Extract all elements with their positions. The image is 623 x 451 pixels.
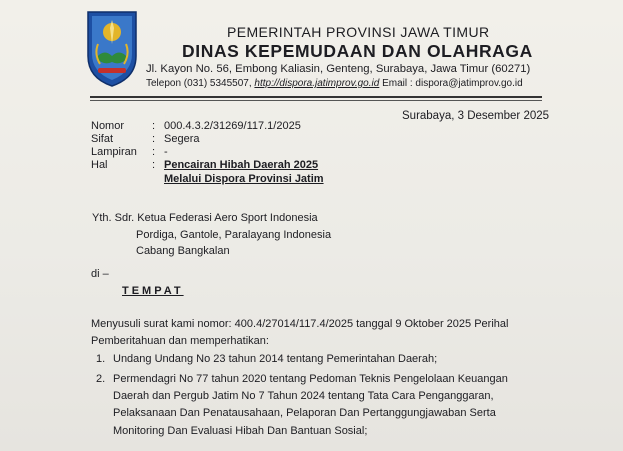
east-java-emblem-icon xyxy=(84,8,140,88)
list-item-2-line-2: Daerah dan Pergub Jatim No 7 Tahun 2024 tentang Tata Cara Penganggaran, xyxy=(113,390,494,402)
list-item-1-line-1: Undang Undang No 23 tahun 2014 tentang Pemerintahan Daerah; xyxy=(113,353,438,365)
colon: : xyxy=(152,146,156,158)
website-link[interactable]: http://dispora.jatimprov.go.id xyxy=(254,78,380,89)
agency-address: Jl. Kayon No. 56, Embong Kaliasin, Genteng, Surabaya, Jawa Timur (60271) xyxy=(146,63,531,75)
agency-heading: DINAS KEPEMUDAAN DAN OLAHRAGA xyxy=(182,41,533,61)
hal-line-1: Pencairan Hibah Daerah 2025 xyxy=(164,159,319,171)
list-number: 1. xyxy=(96,353,106,365)
di-label: di – xyxy=(91,268,109,280)
intro-line-2: Pemberitahuan dan memperhatikan: xyxy=(91,335,269,347)
list-number: 2. xyxy=(96,373,106,385)
list-item-2-line-4: Monitoring Dan Evaluasi Hibah Dan Bantuan Sosial; xyxy=(113,425,368,437)
colon: : xyxy=(152,133,156,145)
recipient-line-3: Cabang Bangkalan xyxy=(136,245,230,257)
recipient-line-2: Pordiga, Gantole, Paralayang Indonesia xyxy=(136,229,332,241)
hal-line-2: Melalui Dispora Provinsi Jatim xyxy=(164,173,324,185)
agency-contact xyxy=(146,78,523,89)
list-item-2-line-3: Pelaksanaan Dan Penatausahaan, Pelaporan Dan Pertanggungjawaban Serta xyxy=(113,407,496,419)
tempat-label: TEMPAT xyxy=(122,285,184,297)
email-text: Email : dispora@jatimprov.go.id xyxy=(379,78,523,89)
province-heading: PEMERINTAH PROVINSI JAWA TIMUR xyxy=(227,24,490,40)
hal-label: Hal xyxy=(91,159,108,171)
intro-line-1: Menyusuli surat kami nomor: 400.4/27014/117.4/2025 tanggal 9 Oktober 2025 Perihal xyxy=(91,318,509,330)
phone-text: Telepon (031) 5345507, xyxy=(146,78,255,89)
colon: : xyxy=(152,159,156,171)
nomor-value: 000.4.3.2/31269/117.1/2025 xyxy=(164,120,301,132)
nomor-label: Nomor xyxy=(91,120,125,132)
lampiran-value: - xyxy=(164,146,168,158)
lampiran-label: Lampiran xyxy=(91,146,137,158)
sifat-value: Segera xyxy=(164,133,200,145)
sifat-label: Sifat xyxy=(91,133,114,145)
list-item-2-line-1: Permendagri No 77 tahun 2020 tentang Pedoman Teknis Pengelolaan Keuangan xyxy=(113,373,508,385)
recipient-line-1: Yth. Sdr. Ketua Federasi Aero Sport Indonesia xyxy=(92,212,318,224)
letterhead-rule-thick xyxy=(90,96,542,98)
letter-date: Surabaya, 3 Desember 2025 xyxy=(402,110,550,122)
letterhead-rule-thin xyxy=(90,100,542,101)
colon: : xyxy=(152,120,156,132)
